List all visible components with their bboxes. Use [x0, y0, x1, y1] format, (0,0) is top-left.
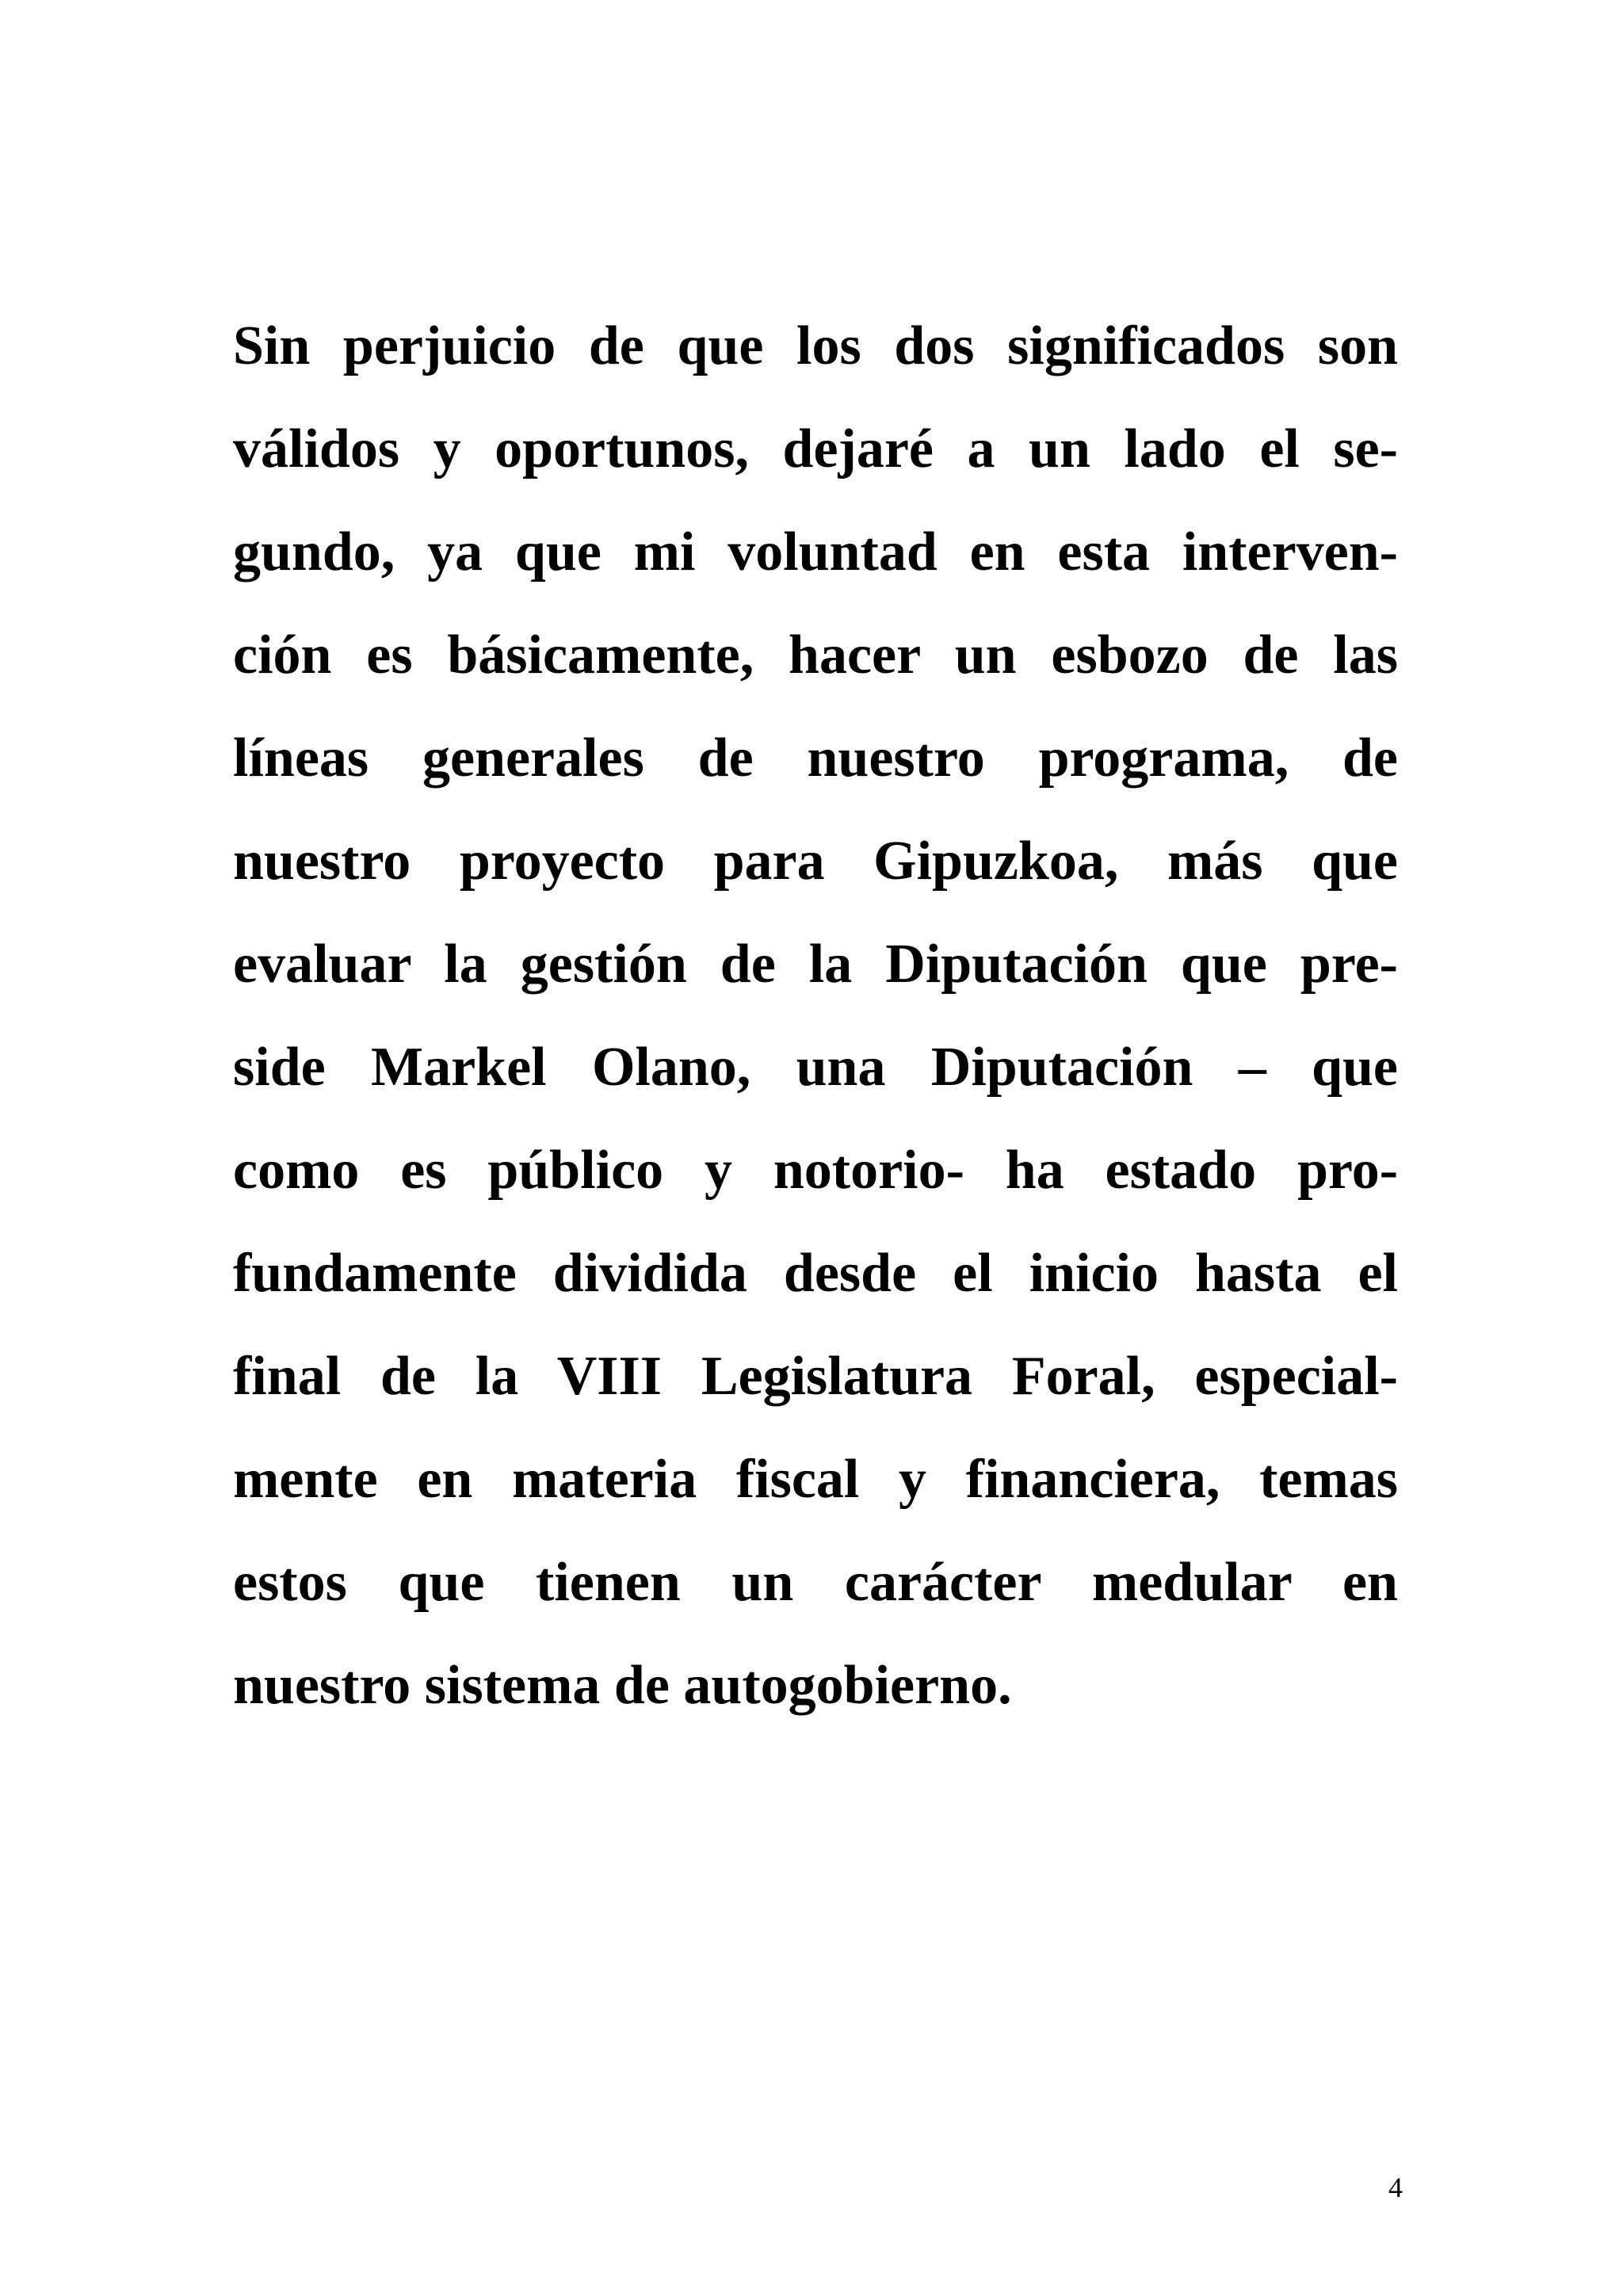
- paragraph-line: gundo, ya que mi voluntad en esta interven-: [233, 521, 1398, 583]
- paragraph-line: fundamente dividida desde el inicio hasta el: [233, 1243, 1398, 1304]
- paragraph-line: válidos y oportunos, dejaré a un lado el se-: [233, 418, 1398, 479]
- paragraph-line: nuestro proyecto para Gipuzkoa, más que: [233, 831, 1398, 892]
- paragraph-line: final de la VIII Legislatura Foral, especial-: [233, 1346, 1398, 1407]
- paragraph-line: Sin perjuicio de que los dos significados son: [233, 315, 1398, 376]
- paragraph-line: mente en materia fiscal y financiera, temas: [233, 1449, 1398, 1510]
- paragraph-line-last: nuestro sistema de autogobierno.: [233, 1655, 1012, 1716]
- body-paragraph: [233, 295, 1398, 1737]
- paragraph-line: side Markel Olano, una Diputación – que: [233, 1037, 1398, 1098]
- page-number: 4: [1388, 2172, 1403, 2203]
- paragraph-line: como es público y notorio- ha estado pro-: [233, 1140, 1398, 1201]
- paragraph-line: evaluar la gestión de la Diputación que pre-: [233, 934, 1398, 995]
- paragraph-line: ción es básicamente, hacer un esbozo de las: [233, 625, 1398, 686]
- paragraph-line: líneas generales de nuestro programa, de: [233, 728, 1398, 789]
- paragraph-line: estos que tienen un carácter medular en: [233, 1552, 1398, 1613]
